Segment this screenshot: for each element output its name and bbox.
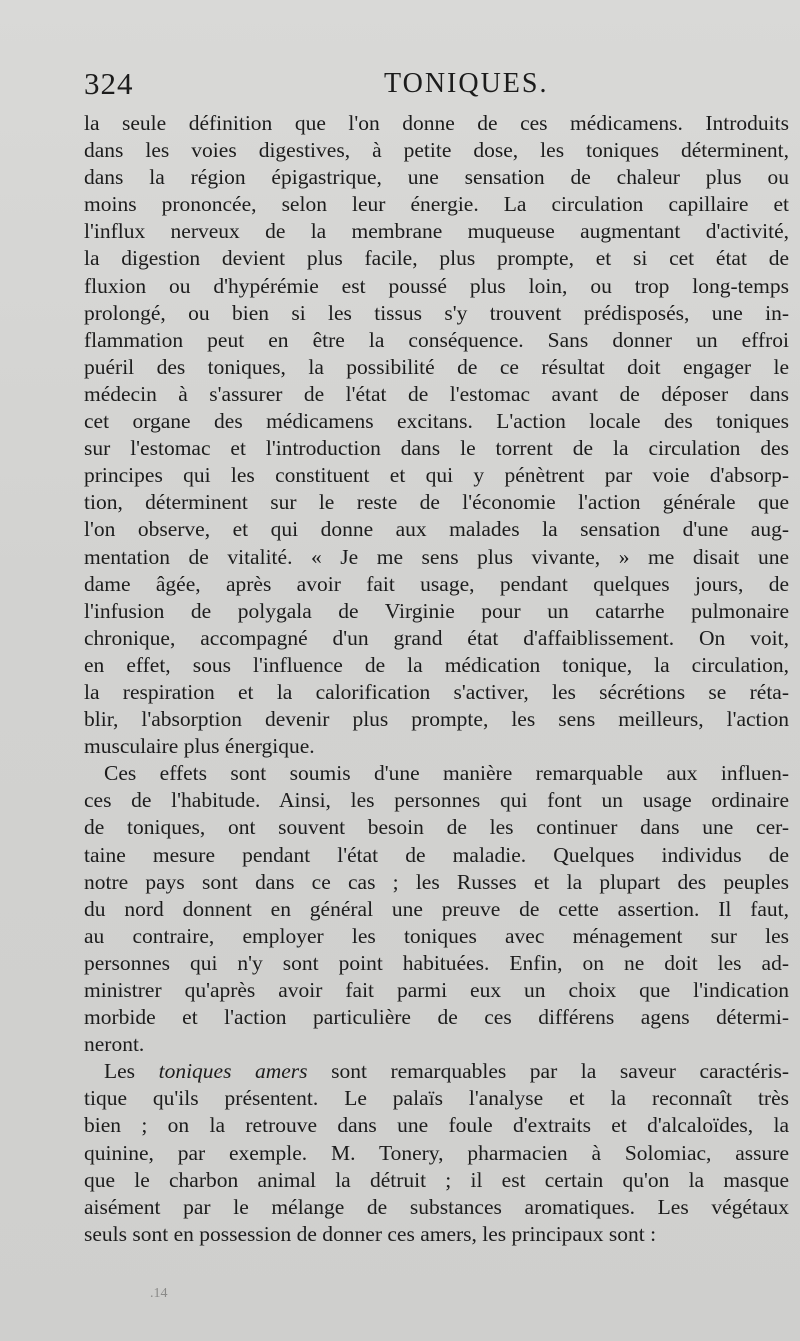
text-line: blir, l'absorption devenir plus prompte, les sens meilleurs, l'action <box>84 707 789 732</box>
page-header <box>84 64 784 104</box>
text-line: Les toniques amers sont remarquables par la saveur caractéris- <box>104 1059 790 1084</box>
text-line: taine mesure pendant l'état de maladie. Quelques individus de <box>84 842 789 867</box>
paragraph-2 <box>84 760 789 1058</box>
text-line: seuls sont en possession de donner ces amers, les principaux sont : <box>84 1221 657 1246</box>
paragraph-1 <box>84 110 789 760</box>
text-line: la respiration et la calorification s'activer, les sécrétions se réta- <box>84 679 789 704</box>
text-line: en effet, sous l'influence de la médication tonique, la circulation, <box>84 652 789 677</box>
text-line: puéril des toniques, la possibilité de ce résultat doit engager le <box>84 354 789 379</box>
text-line: ces de l'habitude. Ainsi, les personnes qui font un usage ordinaire <box>84 788 789 813</box>
text-line: bien ; on la retrouve dans une foule d'extraits et d'alcaloïdes, la <box>84 1113 789 1138</box>
text-line: morbide et l'action particulière de ces différens agens détermi- <box>84 1005 789 1030</box>
paragraph-3 <box>84 1058 789 1248</box>
text-line: musculaire plus énergique. <box>84 734 315 759</box>
text-line: mentation de vitalité. « Je me sens plus vivante, » me disait une <box>84 544 789 569</box>
text-line: de toniques, ont souvent besoin de les continuer dans une cer- <box>84 815 789 840</box>
text-line: flammation peut en être la conséquence. Sans donner un effroi <box>84 327 789 352</box>
body-text <box>84 110 789 1248</box>
text-line: la seule définition que l'on donne de ces médicamens. Introduits <box>84 111 789 135</box>
text-line: l'infusion de polygala de Virginie pour un catarrhe pulmonaire <box>84 598 789 623</box>
text-line: chronique, accompagné d'un grand état d'affaiblissement. On voit, <box>84 625 789 650</box>
text-line: au contraire, employer les toniques avec ménagement sur les <box>84 923 789 948</box>
text-line: Ces effets sont soumis d'une manière remarquable aux influen- <box>104 761 789 786</box>
running-title: TONIQUES. <box>384 68 549 99</box>
text-line: sur l'estomac et l'introduction dans le torrent de la circulation des <box>84 436 789 461</box>
text-line: dans les voies digestives, à petite dose, les toniques déterminent, <box>84 138 789 163</box>
text-line: tion, déterminent sur le reste de l'économie l'action générale que <box>84 490 789 515</box>
text-line: personnes qui n'y sont point habituées. Enfin, on ne doit les ad- <box>84 950 789 975</box>
text-line: quinine, par exemple. M. Tonery, pharmacien à Solomiac, assure <box>84 1140 789 1165</box>
text-line: dans la région épigastrique, une sensation de chaleur plus ou <box>84 165 789 190</box>
text-line: tique qu'ils présentent. Le palaïs l'analyse et la reconnaît très <box>84 1086 789 1111</box>
page-number: 324 <box>84 66 134 101</box>
text-line: notre pays sont dans ce cas ; les Russes et la plupart des peuples <box>84 869 789 894</box>
text-line: l'influx nerveux de la membrane muqueuse augmentant d'activité, <box>84 219 789 244</box>
text-line: cet organe des médicamens excitans. L'action locale des toniques <box>84 409 789 434</box>
text-line: fluxion ou d'hypérémie est poussé plus loin, ou trop long-temps <box>84 273 789 298</box>
text-line: que le charbon animal la détruit ; il est certain qu'on la masque <box>84 1167 789 1192</box>
text-line: du nord donnent en général une preuve de cette assertion. Il faut, <box>84 896 789 921</box>
italic-term: toniques amers <box>158 1059 308 1084</box>
text-line: aisément par le mélange de substances aromatiques. Les végétaux <box>84 1194 789 1219</box>
text-line: prolongé, ou bien si les tissus s'y trouvent prédisposés, une in- <box>84 300 789 325</box>
text-line: l'on observe, et qui donne aux malades la sensation d'une aug- <box>84 517 789 542</box>
text-line: ministrer qu'après avoir fait parmi eux un choix que l'indication <box>84 978 789 1002</box>
text-line: moins prononcée, selon leur énergie. La circulation capillaire et <box>84 192 789 217</box>
footer-mark: .14 <box>150 1286 168 1301</box>
text-line: principes qui les constituent et qui y pénètrent par voie d'absorp- <box>84 463 789 488</box>
text-line: médecin à s'assurer de l'état de l'estomac avant de déposer dans <box>84 381 789 406</box>
text-line: dame âgée, après avoir fait usage, pendant quelques jours, de <box>84 571 789 596</box>
text-line: la digestion devient plus facile, plus prompte, et si cet état de <box>84 246 789 271</box>
text-line: neront. <box>84 1032 145 1057</box>
